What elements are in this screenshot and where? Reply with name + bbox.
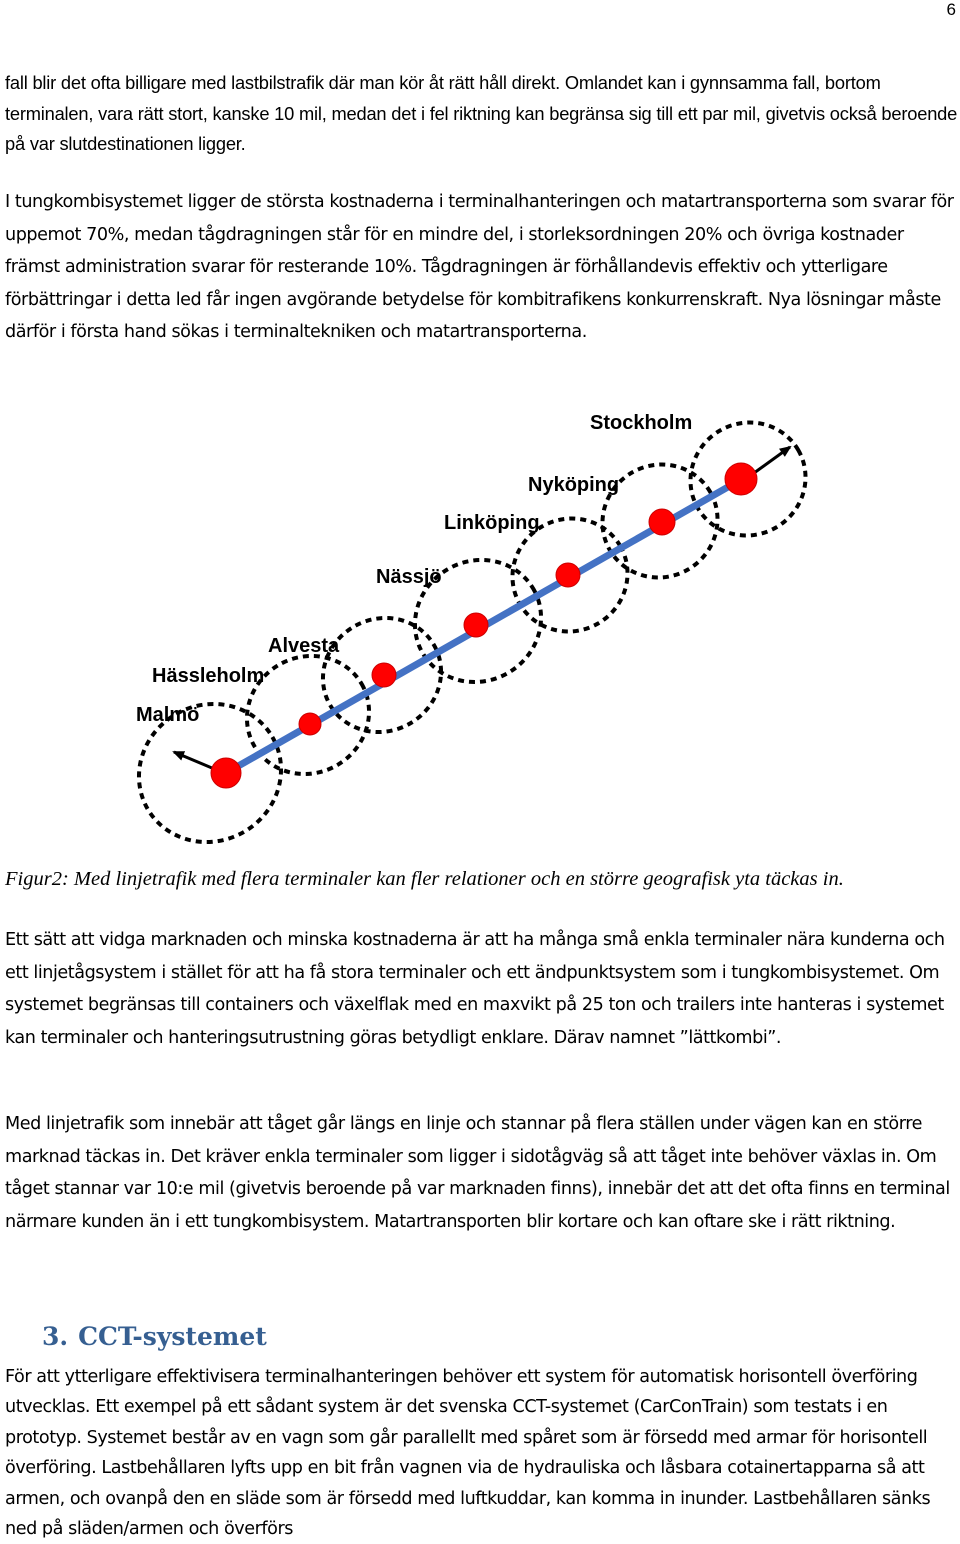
city-label-alvesta: Alvesta — [268, 635, 340, 657]
city-label-malmo: Malmö — [136, 704, 200, 726]
terminal-alvesta — [372, 663, 396, 687]
paragraph-linjetrafik: Med linjetrafik som innebär att tåget går längs en linje och stannar på flera ställen under vägen kan en större marknad täckas in. Det kräver enkla terminaler som ligger i sidotågväg så att tåget inte behöver växlas in. Om tåget stannar var 10:e mil (givetvis beroende på var marknaden finns), innebär det att det ofta finns en terminal närmare kunden än i ett tungkombisystem. Matartransporten blir kortare och kan oftare ske i rätt riktning. — [5, 1114, 950, 1232]
figure-caption: Figur2: Med linjetrafik med flera terminaler kan fler relationer och en större geografisk yta täckas in. — [5, 868, 844, 890]
city-label-nassjo: Nässjö — [376, 566, 442, 588]
arrow-south — [174, 752, 212, 768]
paragraph-cct-system: För att ytterligare effektivisera terminalhanteringen behöver ett system för automatisk horisontell överföring utvecklas. Ett exempel på ett sådant system är det svenska CCT-systemet (CarConTrain) som testats i en prototyp. Systemet består av en vagn som går parallellt med spåret som är försedd med armar för horisontell överföring. Lastbehållaren lyfts upp en bit från vagnen via de hydrauliska och låsbara cotainertapparna så att armen, och ovanpå den en släde som är försedd med luftkuddar, kan komma in inunder. Lastbehållaren sänks ned på släden/armen och överförs — [5, 1367, 931, 1540]
section-number: 3. — [42, 1322, 69, 1351]
terminal-malmo — [211, 758, 241, 788]
city-label-stockholm: Stockholm — [590, 412, 693, 434]
section-heading — [42, 1322, 277, 1351]
arrow-north — [754, 447, 790, 473]
paragraph-tungkombi-costs: I tungkombisystemet ligger de största kostnaderna i terminalhanteringen och matartransporterna som svarar för uppemot 70%, medan tågdragningen står för en mindre del, i storleksordningen 20% och övriga kostnader främst administration svarar för resterande 10%. Tågdragningen är förhållandevis effektiv och ytterligare förbättringar i detta led får ingen avgörande betydelse för kombitrafikens konkurrenskraft. Nya lösningar måste därför i första hand sökas i terminaltekniken och matartransporterna. — [5, 192, 954, 343]
page-number: 6 — [946, 0, 956, 19]
terminal-nassjo — [464, 613, 488, 637]
section-title: CCT-systemet — [78, 1322, 267, 1351]
terminal-nykoping — [649, 509, 675, 535]
city-label-nykoping: Nyköping — [528, 474, 620, 496]
terminal-linkoping — [556, 563, 580, 587]
terminal-hassleholm — [299, 713, 321, 735]
line-traffic-figure — [0, 395, 960, 855]
city-label-hassleholm: Hässleholm — [152, 665, 265, 687]
terminal-stockholm — [725, 463, 757, 495]
paragraph-lattkombi: Ett sätt att vidga marknaden och minska kostnaderna är att ha många små enkla terminaler nära kunderna och ett linjetågsystem i stället för att ha få stora terminaler och ett ändpunktsystem som i tungkombisystemet. Om systemet begränsas till containers och växelflak med en maxvikt på 25 ton och trailers inte hanteras i systemet kan terminaler och hanteringsutrustning göras betydligt enklare. Därav namnet ”lättkombi”. — [5, 930, 945, 1048]
city-label-linkoping: Linköping — [444, 512, 540, 534]
paragraph-omland: fall blir det ofta billigare med lastbilstrafik där man kör åt rätt håll direkt. Omlandet kan i gynnsamma fall, bortom terminalen, vara rätt stort, kanske 10 mil, medan det i fel riktning kan begränsa sig till ett par mil, givetvis också beroende på var slutdestinationen ligger. — [5, 72, 958, 154]
